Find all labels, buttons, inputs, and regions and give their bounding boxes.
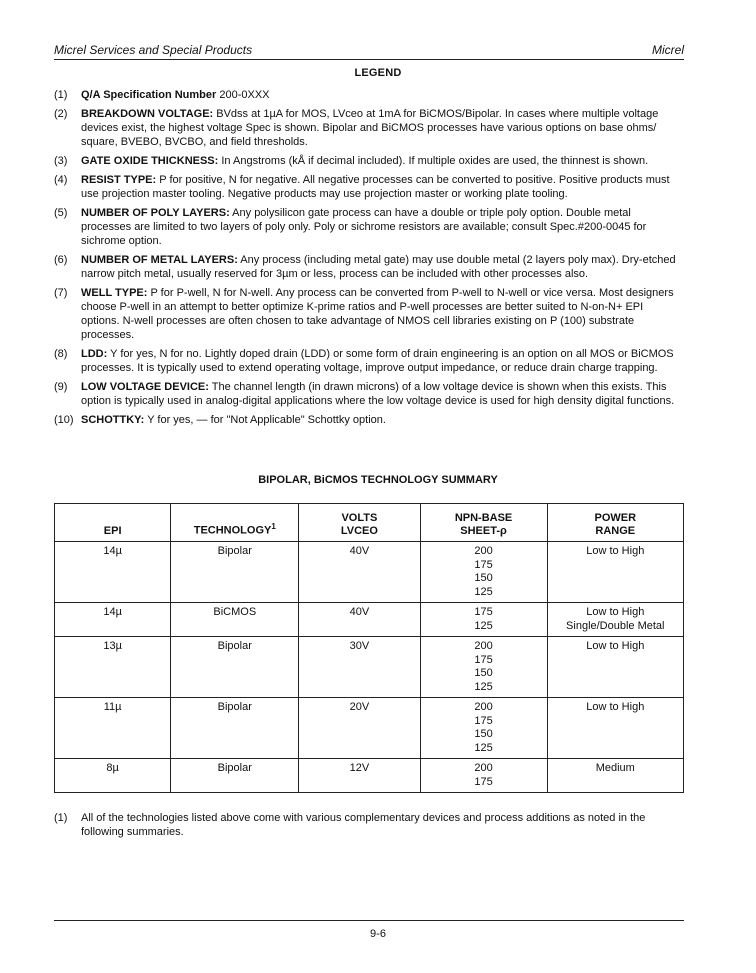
legend-item bbox=[54, 380, 684, 408]
sheet-rho-value: 175 bbox=[474, 653, 493, 666]
sheet-rho-value: 150 bbox=[474, 572, 493, 584]
legend-item-number: (7) bbox=[54, 287, 68, 299]
legend-item-text: In Angstroms (kÅ if decimal included). If multiple oxides are used, the thinnest is shown. bbox=[218, 155, 649, 167]
legend-item-number: (3) bbox=[54, 155, 68, 167]
legend-item bbox=[54, 286, 684, 342]
legend-item-heading: RESIST TYPE: bbox=[81, 174, 157, 186]
power-range-value: Single/Double Metal bbox=[566, 619, 665, 632]
footnote-item bbox=[54, 811, 684, 839]
sheet-rho-value: 125 bbox=[474, 741, 493, 754]
legend-item-text: P for P-well, N for N-well. Any process can be converted from P-well to N-well or vice versa. Most designers choose P-well in an attempt to better optimize K-prime ratios and P-well processes are better suited to N-on-N+ EPI options. N-well processes are often chosen to take advantage of NMOS cell libraries existing on P (100) substrate processes. bbox=[81, 287, 674, 341]
col-header-technology bbox=[171, 504, 299, 542]
table-footnote bbox=[54, 811, 684, 839]
legend-item-number: (10) bbox=[54, 414, 74, 426]
sheet-rho-value: 125 bbox=[474, 680, 493, 693]
legend-item-text: Y for yes, — for "Not Applicable" Schottky option. bbox=[144, 414, 386, 426]
legend-item-heading: BREAKDOWN VOLTAGE: bbox=[81, 108, 214, 120]
sheet-rho-value: 125 bbox=[474, 619, 493, 632]
sheet-rho-value: 150 bbox=[474, 728, 493, 740]
cell-epi: 8µ bbox=[55, 759, 171, 793]
table-title: BIPOLAR, BiCMOS TECHNOLOGY SUMMARY bbox=[258, 474, 498, 486]
legend-item-heading: NUMBER OF POLY LAYERS: bbox=[81, 207, 230, 219]
legend-item-number: (1) bbox=[54, 89, 68, 101]
cell-sheet-rho bbox=[420, 759, 547, 793]
header-section-title: Micrel Services and Special Products bbox=[54, 43, 253, 57]
sheet-rho-value: 125 bbox=[474, 585, 493, 598]
cell-technology: Bipolar bbox=[171, 542, 299, 603]
legend-item bbox=[54, 107, 684, 149]
legend-item bbox=[54, 173, 684, 201]
sheet-rho-value: 175 bbox=[474, 558, 493, 571]
cell-sheet-rho bbox=[420, 542, 547, 603]
table-row bbox=[55, 542, 684, 603]
power-range-value: Low to High bbox=[586, 606, 645, 618]
cell-epi: 14µ bbox=[55, 542, 171, 603]
cell-technology: Bipolar bbox=[171, 698, 299, 759]
col-header-power bbox=[547, 504, 683, 542]
legend-item-heading: LOW VOLTAGE DEVICE: bbox=[81, 381, 209, 393]
running-header bbox=[54, 43, 684, 59]
legend-item-heading: GATE OXIDE THICKNESS: bbox=[81, 155, 219, 167]
col-header-power-line2: RANGE bbox=[595, 525, 636, 537]
legend-item-heading: SCHOTTKY: bbox=[81, 414, 145, 426]
legend-item-text: The channel length (in drawn microns) of a low voltage device is shown when this exists. This option is typically used in analog-digital applications where the low voltage device is used for high density digital functions. bbox=[81, 381, 675, 407]
legend-item bbox=[54, 206, 684, 248]
legend-item-number: (6) bbox=[54, 254, 68, 266]
power-range-value: Medium bbox=[595, 762, 635, 774]
legend-item-heading: WELL TYPE: bbox=[81, 287, 148, 299]
cell-sheet-rho bbox=[420, 698, 547, 759]
legend-item-text: Any process (including metal gate) may use double metal (2 layers poly max). Dry-etched narrow pitch metal, usually reserved for 3µm or less, process can be included with other processes also. bbox=[81, 254, 676, 280]
legend-item-text: BVdss at 1µA for MOS, LVceo at 1mA for BiCMOS/Bipolar. In cases where multiple voltage devices exist, the highest voltage Spec is shown. Bipolar and BiCMOS processes have various options on base ohms/ square, BVEBO, BVCBO, and field thresholds. bbox=[81, 108, 659, 148]
power-range-value: Low to High bbox=[586, 545, 645, 557]
footnote-text: All of the technologies listed above come with various complementary devices and process additions as noted in the following summaries. bbox=[81, 812, 646, 838]
footnote-marker: 1 bbox=[271, 522, 276, 532]
power-range-value: Low to High bbox=[586, 701, 645, 713]
cell-epi: 14µ bbox=[55, 603, 171, 637]
cell-volts: 40V bbox=[299, 603, 420, 637]
col-header-technology-label: TECHNOLOGY bbox=[193, 525, 272, 537]
cell-sheet-rho bbox=[420, 603, 547, 637]
col-header-npn-line2: SHEET-ρ bbox=[460, 525, 507, 537]
legend-item-number: (9) bbox=[54, 381, 68, 393]
cell-epi: 11µ bbox=[55, 698, 171, 759]
header-rule bbox=[54, 59, 684, 60]
table-body bbox=[55, 542, 684, 793]
sheet-rho-value: 200 bbox=[474, 762, 493, 774]
power-range-value: Low to High bbox=[586, 640, 645, 652]
cell-sheet-rho bbox=[420, 637, 547, 698]
legend-item-text: P for positive, N for negative. All negative processes can be converted to positive. Positive products must use projection master tooling. Negative products may use projection master or working plate tooling. bbox=[81, 174, 670, 200]
sheet-rho-value: 200 bbox=[474, 640, 493, 652]
cell-volts: 20V bbox=[299, 698, 420, 759]
cell-technology: Bipolar bbox=[171, 637, 299, 698]
legend-item-heading: LDD: bbox=[81, 348, 108, 360]
sheet-rho-value: 175 bbox=[474, 606, 493, 618]
sheet-rho-value: 150 bbox=[474, 667, 493, 679]
legend-item-heading: Q/A Specification Number bbox=[81, 89, 217, 101]
legend-item bbox=[54, 413, 684, 427]
cell-power-range bbox=[547, 542, 683, 603]
sheet-rho-value: 175 bbox=[474, 714, 493, 727]
cell-technology: BiCMOS bbox=[171, 603, 299, 637]
header-company-name: Micrel bbox=[652, 43, 684, 57]
col-header-epi bbox=[55, 504, 171, 542]
legend-item-number: (5) bbox=[54, 207, 68, 219]
legend-item-text: Y for yes, N for no. Lightly doped drain (LDD) or some form of drain engineering is an option on all MOS or BiCMOS processes. It is typically used to extend operating voltage, improve output impedance, or reduce drain charge trapping. bbox=[81, 348, 674, 374]
sheet-rho-value: 200 bbox=[474, 545, 493, 557]
cell-volts: 12V bbox=[299, 759, 420, 793]
col-header-volts-line2: LVCEO bbox=[340, 525, 378, 537]
page-number: 9-6 bbox=[370, 928, 386, 940]
sheet-rho-value: 175 bbox=[474, 775, 493, 788]
legend-item bbox=[54, 88, 684, 102]
legend-item bbox=[54, 154, 684, 168]
col-header-epi-label: EPI bbox=[103, 525, 122, 537]
footer-rule bbox=[54, 920, 684, 921]
sheet-rho-value: 200 bbox=[474, 701, 493, 713]
cell-power-range bbox=[547, 698, 683, 759]
legend-item-number: (8) bbox=[54, 348, 68, 360]
table-header-row bbox=[55, 504, 684, 542]
cell-power-range bbox=[547, 603, 683, 637]
footnote-number: (1) bbox=[54, 812, 68, 824]
legend-list bbox=[54, 88, 684, 432]
legend-item-number: (2) bbox=[54, 108, 68, 120]
cell-technology: Bipolar bbox=[171, 759, 299, 793]
table-row bbox=[55, 759, 684, 793]
cell-volts: 40V bbox=[299, 542, 420, 603]
col-header-volts-line1: VOLTS bbox=[341, 512, 378, 524]
col-header-volts bbox=[299, 504, 420, 542]
legend-item-number: (4) bbox=[54, 174, 68, 186]
legend-title: LEGEND bbox=[354, 67, 402, 79]
legend-item bbox=[54, 253, 684, 281]
technology-summary-table bbox=[54, 503, 684, 793]
col-header-power-line1: POWER bbox=[594, 512, 637, 524]
legend-item bbox=[54, 347, 684, 375]
cell-volts: 30V bbox=[299, 637, 420, 698]
cell-power-range bbox=[547, 759, 683, 793]
legend-item-text: Any polysilicon gate process can have a double or triple poly option. Double metal processes are limited to two layers of poly only. Poly or sichrome resistors are available; consult Spec.#200-0045 for sichrome option. bbox=[81, 207, 647, 247]
col-header-npn-line1: NPN-BASE bbox=[454, 512, 513, 524]
table-row bbox=[55, 603, 684, 637]
cell-power-range bbox=[547, 637, 683, 698]
table-row bbox=[55, 698, 684, 759]
col-header-npn-base bbox=[420, 504, 547, 542]
legend-item-heading: NUMBER OF METAL LAYERS: bbox=[81, 254, 238, 266]
table-row bbox=[55, 637, 684, 698]
legend-item-text: 200-0XXX bbox=[216, 89, 270, 101]
cell-epi: 13µ bbox=[55, 637, 171, 698]
